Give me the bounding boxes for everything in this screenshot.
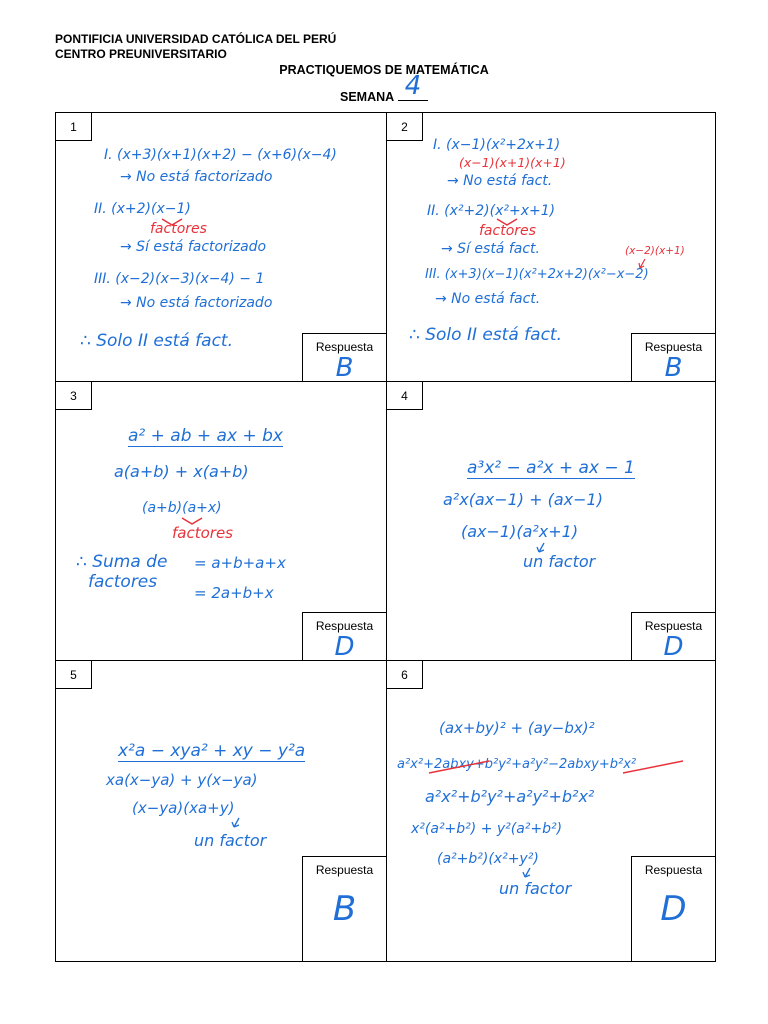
work-line: = 2a+b+x [194, 584, 274, 602]
answer-value: D [334, 632, 355, 662]
conclusion: ∴ Solo II está fact. [80, 331, 233, 351]
work-line: → No está fact. [447, 173, 553, 189]
work-line: (ax−1)(a²x+1) [461, 522, 579, 541]
strike-marks [427, 757, 697, 779]
work-line: (x−2)(x+1) [625, 245, 685, 257]
problem-6 [386, 660, 716, 962]
work-line: (x−1)(x+1)(x+1) [459, 155, 566, 170]
work-line: (x−ya)(xa+y) [132, 799, 235, 817]
work-line: → Sí está fact. [441, 241, 540, 257]
problem-5 [55, 660, 387, 962]
answer-label: Respuesta [315, 863, 374, 877]
work-line: → No está factorizado [120, 295, 273, 311]
problem-2 [386, 112, 716, 382]
answer-label: Respuesta [644, 863, 703, 877]
work-line: I. (x+3)(x+1)(x+2) − (x+6)(x−4) [104, 147, 337, 163]
problem-number: 3 [56, 382, 92, 410]
problem-number: 6 [387, 661, 423, 689]
page-title: PRACTIQUEMOS DE MATEMÁTICA [279, 63, 489, 77]
problem-1 [55, 112, 387, 382]
work-line: x²a − xya² + xy − y²a [118, 741, 306, 761]
answer-box [302, 612, 386, 660]
answer-box [631, 856, 715, 961]
work-line: factores [172, 524, 233, 542]
work-line: a³x² − a²x + ax − 1 [467, 458, 635, 478]
answer-box [302, 856, 386, 961]
work-line: I. (x−1)(x²+2x+1) [433, 137, 561, 153]
answer-label: Respuesta [644, 619, 703, 633]
work-line: a² + ab + ax + bx [128, 426, 283, 446]
work-line: (a+b)(a+x) [142, 500, 222, 516]
work-line: factores [479, 223, 536, 239]
conclusion: ∴ Solo II está fact. [409, 325, 562, 345]
answer-label: Respuesta [315, 340, 374, 354]
answer-label: Respuesta [315, 619, 374, 633]
answer-value: B [664, 353, 683, 383]
work-line: a²x(ax−1) + (ax−1) [443, 490, 603, 509]
work-line: = a+b+a+x [194, 554, 286, 572]
answer-box [631, 612, 715, 660]
answer-value: D [660, 889, 687, 929]
work-line: III. (x−2)(x−3)(x−4) − 1 [94, 271, 265, 287]
problem-number: 1 [56, 113, 92, 141]
center-name: CENTRO PREUNIVERSITARIO [55, 47, 227, 61]
problem-number: 4 [387, 382, 423, 410]
conclusion: ∴ Suma de [76, 552, 168, 572]
work-line: un factor [523, 552, 596, 571]
problem-number: 5 [56, 661, 92, 689]
problem-4 [386, 381, 716, 661]
work-line: un factor [499, 879, 572, 898]
problem-number: 2 [387, 113, 423, 141]
work-line: factores [150, 221, 207, 237]
answer-value: B [332, 889, 357, 929]
arrow-icon [230, 817, 242, 829]
work-line: → Sí está factorizado [120, 239, 267, 255]
work-line: a(a+b) + x(a+b) [114, 462, 249, 481]
work-line: x²(a²+b²) + y²(a²+b²) [411, 821, 563, 837]
problem-3 [55, 381, 387, 661]
week-label: SEMANA [340, 90, 395, 104]
answer-box [631, 333, 715, 381]
conclusion: factores [88, 572, 158, 592]
work-line: II. (x²+2)(x²+x+1) [427, 203, 556, 219]
work-line: III. (x+3)(x−1)(x²+2x+2)(x²−x−2) [425, 267, 649, 282]
work-line: a²x²+b²y²+a²y²+b²x² [425, 787, 595, 806]
week-number: 4 [398, 72, 428, 101]
work-line: (ax+by)² + (ay−bx)² [439, 719, 595, 737]
answer-value: B [335, 353, 354, 383]
work-line: → No está factorizado [120, 169, 273, 185]
institution-name: PONTIFICIA UNIVERSIDAD CATÓLICA DEL PERÚ [55, 32, 337, 46]
work-line: un factor [194, 831, 267, 850]
answer-value: D [663, 632, 684, 662]
answer-label: Respuesta [644, 340, 703, 354]
work-line: xa(x−ya) + y(x−ya) [106, 771, 258, 789]
work-line: → No está fact. [435, 291, 541, 307]
work-line: II. (x+2)(x−1) [94, 201, 191, 217]
arrow-icon [521, 867, 533, 879]
work-line: a²x²+2abxy+b²y²+a²y²−2abxy+b²x² [397, 757, 637, 772]
answer-box [302, 333, 386, 381]
work-line: (a²+b²)(x²+y²) [437, 851, 539, 867]
